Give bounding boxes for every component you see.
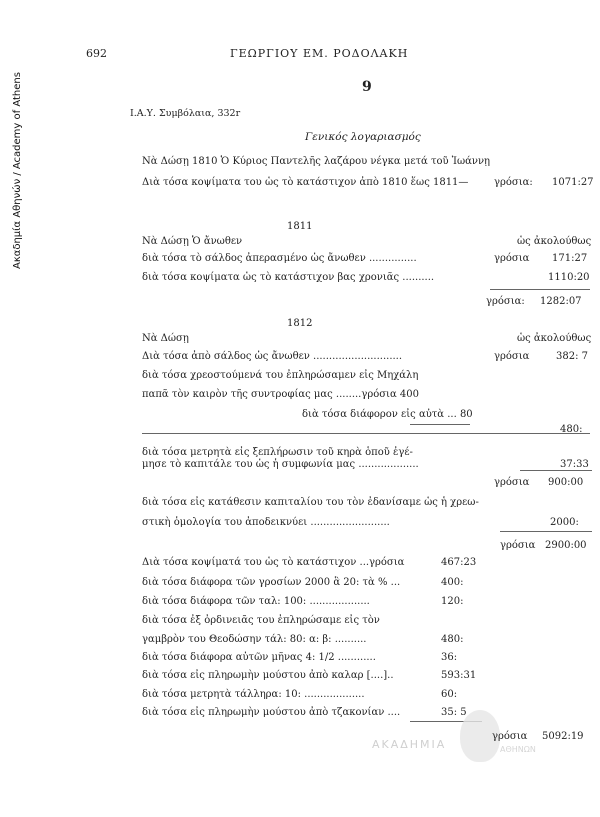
ledger-amount: 900:00 bbox=[548, 477, 584, 488]
ledger-amount: 171:27 bbox=[552, 253, 588, 264]
ledger-line: Νὰ Δώσῃ 1810 Ὁ Κύριος Παντελῆς λαζάρου νέγκα μετά τοῦ Ἰωάννῃ bbox=[142, 156, 491, 167]
ledger-amount: 5092:19 bbox=[542, 731, 584, 742]
ledger-line: μησε τὸ καπιτάλε του ὡς ἡ συμφωνία μας ................... bbox=[142, 459, 419, 470]
ledger-right-note: ὡς ἀκολούθως bbox=[517, 333, 592, 344]
sum-rule bbox=[410, 424, 470, 425]
ledger-line: διὰ τόσα διάφορον εἰς αὐτὰ ... 80 bbox=[302, 409, 473, 420]
ledger-line: διὰ τόσα κοψίματα ὡς τὸ κατάστιχον βας χρονιᾶς .......... bbox=[142, 272, 435, 283]
ledger-line: διὰ τόσα μετρητὰ τάλληρα: 10: ................... bbox=[142, 689, 365, 700]
ledger-line: διὰ τόσα εἰς πληρωμὴν μούστου ἀπὸ τζακονίαν .... bbox=[142, 707, 401, 718]
ledger-amount: 2000: bbox=[550, 517, 579, 528]
ledger-currency: γρόσια bbox=[500, 540, 536, 551]
ledger-amount: 480: bbox=[441, 634, 464, 645]
academy-watermark-small: ΑΘΗΝΩΝ bbox=[500, 745, 536, 754]
ledger-amount: 2900:00 bbox=[545, 540, 587, 551]
ledger-currency: γρόσια bbox=[492, 731, 528, 742]
ledger-amount: 120: bbox=[441, 596, 464, 607]
ledger-amount: 36: bbox=[441, 652, 458, 663]
sum-rule bbox=[500, 531, 592, 532]
ledger-line: διὰ τόσα μετρητὰ εἰς ξεπλήρωσιν τοῦ κηρὰ ὁποῦ ἐγέ- bbox=[142, 447, 413, 458]
running-title: ΓΕΩΡΓΙΟΥ ΕΜ. ΡΟΔΟΛΑΚΗ bbox=[230, 47, 409, 60]
ledger-amount: 480: bbox=[560, 424, 583, 435]
ledger-currency: γρόσια bbox=[494, 477, 530, 488]
ledger-amount: 37:33 bbox=[560, 459, 589, 470]
ledger-amount: 35: 5 bbox=[441, 707, 467, 718]
sum-rule bbox=[490, 289, 590, 290]
ledger-line: διὰ τόσα εἰς κατάθεσιν καπιταλίου του τὸν ἐδανίσαμε ὡς ἡ χρεω- bbox=[142, 497, 479, 508]
ledger-amount: 593:31 bbox=[441, 670, 477, 681]
year-heading: 1811 bbox=[287, 221, 313, 232]
year-heading: 1812 bbox=[287, 318, 313, 329]
ledger-line: διὰ τόσα εἰς πληρωμὴν μούστου ἀπὸ καλαρ [....].. bbox=[142, 670, 394, 681]
ledger-line: Νὰ Δώσῃ Ὁ ἄνωθεν bbox=[142, 236, 243, 247]
ledger-line: παπᾶ τὸν καιρὸν τῆς συντροφίας μας ........γρόσια 400 bbox=[142, 389, 419, 400]
ledger-currency: γρόσια: bbox=[486, 296, 525, 307]
ledger-line: στικὴ ὁμολογία του ἀποδεικνύει ......................... bbox=[142, 517, 390, 528]
ledger-amount: 467:23 bbox=[441, 557, 477, 568]
ledger-currency: γρόσια: bbox=[494, 177, 533, 188]
ledger-amount: 382: 7 bbox=[556, 351, 588, 362]
account-heading: Γενικός λογαριασμός bbox=[305, 131, 421, 143]
ledger-amount: 1110:20 bbox=[548, 272, 590, 283]
section-rule bbox=[142, 433, 590, 434]
ledger-line: Διὰ τόσα ἀπὸ σάλδος ὡς ἄνωθεν ............................ bbox=[142, 351, 403, 362]
ledger-amount: 1282:07 bbox=[540, 296, 582, 307]
ledger-line: διὰ τόσα χρεοστούμενά του ἐπληρώσαμεν εἰς Μηχάλη bbox=[142, 370, 419, 381]
ledger-line: Νὰ Δώσῃ bbox=[142, 333, 189, 344]
ledger-amount: 400: bbox=[441, 577, 464, 588]
ledger-line: διὰ τόσα ἐξ ὀρδινειᾶς του ἐπληρώσαμε εἰς τὸν bbox=[142, 615, 380, 626]
document-number: 9 bbox=[362, 79, 372, 95]
ledger-line: διὰ τόσα τὸ σάλδος ἀπερασμένο ὡς ἄνωθεν ............... bbox=[142, 253, 417, 264]
ledger-currency: γρόσια bbox=[494, 351, 530, 362]
ledger-amount: 60: bbox=[441, 689, 458, 700]
page-number: 692 bbox=[86, 47, 107, 60]
ledger-line: διὰ τόσα διάφορα τῶν γροσίων 2000 ἃ 20: τὰ % ... bbox=[142, 577, 401, 588]
ledger-right-note: ὡς ἀκολούθως bbox=[517, 236, 592, 247]
ledger-currency: γρόσια bbox=[494, 253, 530, 264]
ledger-line: γαμβρὸν του Θεοδώσην τάλ: 80: α: β: .......... bbox=[142, 634, 367, 645]
academy-watermark: ΑΚΑΔΗΜΙΑ bbox=[372, 738, 447, 751]
ledger-line: Διὰ τόσα κοψίματα του ὡς τὸ κατάστιχον ἀπὸ 1810 ἕως 1811— bbox=[142, 177, 469, 188]
source-reference: Ι.Α.Υ. Συμβόλαια, 332r bbox=[130, 108, 241, 119]
ledger-line: Διὰ τόσα κοψίματά του ὡς τὸ κατάστιχον ...γρόσια bbox=[142, 557, 405, 568]
ledger-amount: 1071:27 bbox=[552, 177, 594, 188]
sum-rule bbox=[520, 470, 592, 471]
ledger-line: διὰ τόσα διάφορα τῶν ταλ: 100: ................... bbox=[142, 596, 370, 607]
archive-sidebar-label: Ακαδημία Αθηνών / Academy of Athens bbox=[11, 71, 23, 269]
ledger-line: διὰ τόσα διάφορα αὐτῶν μῆνας 4: 1/2 ............ bbox=[142, 652, 376, 663]
